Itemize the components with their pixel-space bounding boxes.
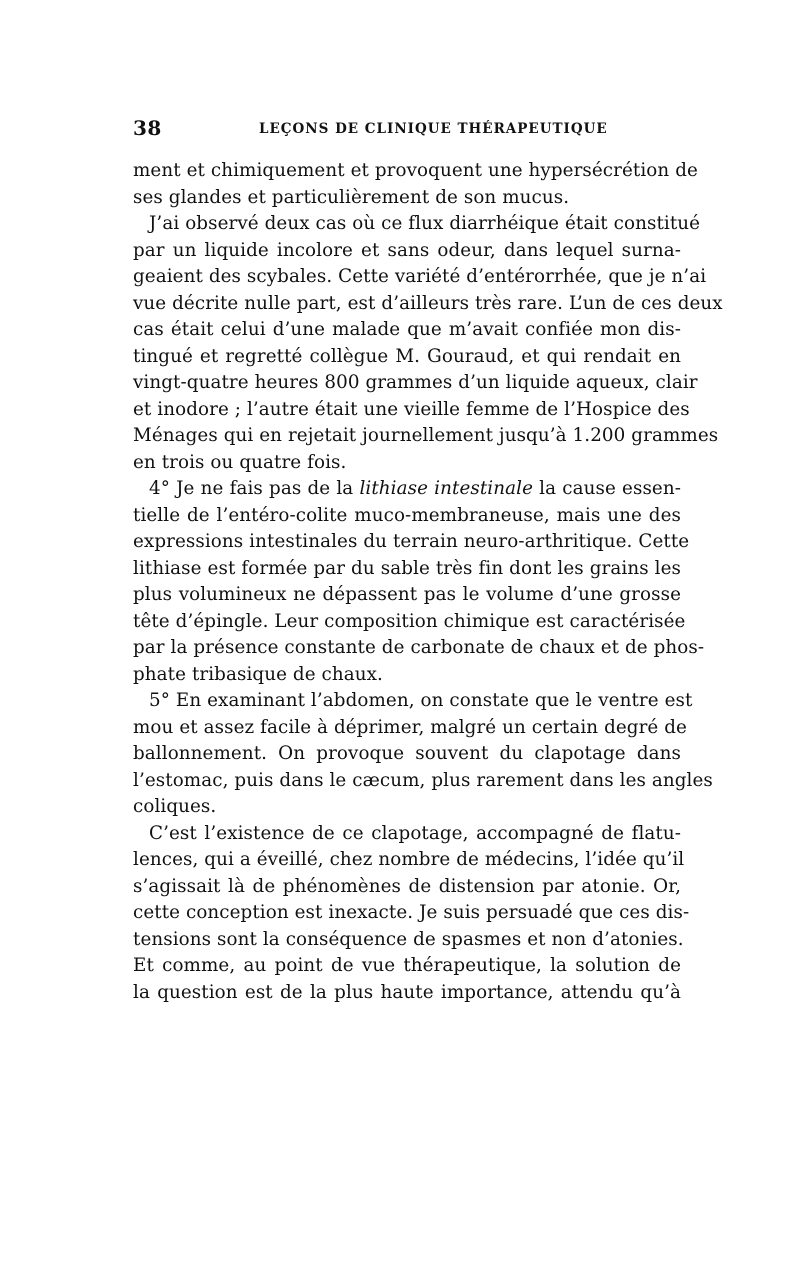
text-line: plus volumineux ne dépassent pas le volume d’une grosse [133, 584, 681, 605]
text-line: lences, qui a éveillé, chez nombre de médecins, l’idée qu’il [133, 849, 685, 870]
text-line: cas était celui d’une malade que m’avait confiée mon dis- [133, 319, 681, 340]
text-line: Et comme, au point de vue thérapeutique, la solution de [133, 955, 681, 976]
text-line: expressions intestinales du terrain neuro-arthritique. Cette [133, 531, 690, 552]
italic-term: lithiase intestinale [359, 478, 533, 499]
text-run: la cause essen- [539, 478, 681, 499]
page-number: 38 [133, 116, 162, 140]
body-text [133, 158, 723, 1006]
text-line: en trois ou quatre fois. [133, 451, 347, 473]
running-head [133, 116, 681, 142]
text-line: Ménages qui en rejetait journellement jusqu’à 1.200 grammes [133, 425, 719, 446]
text-line: vingt-quatre heures 800 grammes d’un liquide aqueux, clair [133, 372, 698, 393]
text-line: ses glandes et particulièrement de son mucus. [133, 186, 570, 208]
text-line: C’est l’existence de ce clapotage, accompagné de flatu- [149, 822, 681, 844]
text-line: l’estomac, puis dans le cæcum, plus rarement dans les angles [133, 769, 713, 791]
text-line: tensions sont la conséquence de spasmes et non d’atonies. [133, 928, 684, 950]
text-line: 5° En examinant l’abdomen, on constate que le ventre est [149, 690, 693, 711]
text-line: ballonnement. On provoque souvent du clapotage dans [133, 743, 681, 764]
text-line: J’ai observé deux cas où ce flux diarrhéique était constitué [149, 213, 701, 234]
text-line: lithiase est formée par du sable très fin dont les grains les [133, 557, 681, 579]
running-title: LEÇONS DE CLINIQUE THÉRAPEUTIQUE [259, 121, 608, 137]
text-line: par un liquide incolore et sans odeur, dans lequel surna- [133, 239, 681, 261]
text-line: vue décrite nulle part, est d’ailleurs très rare. L’un de ces deux [133, 292, 723, 314]
text-line: phate tribasique de chaux. [133, 663, 383, 685]
text-line: ment et chimiquement et provoquent une hypersécrétion de [133, 160, 698, 181]
text-line: cette conception est inexacte. Je suis persuadé que ces dis- [133, 902, 690, 923]
text-line: geaient des scybales. Cette variété d’entérorrhée, que je n’ai [133, 266, 707, 287]
text-line: tielle de l’entéro-colite muco-membraneuse, mais une des [133, 504, 681, 526]
text-line: et inodore ; l’autre était une vieille femme de l’Hospice des [133, 398, 690, 420]
text-line: tingué et regretté collègue M. Gouraud, et qui rendait en [133, 345, 681, 367]
text-line-mixed [133, 476, 681, 503]
text-line: la question est de la plus haute importance, attendu qu’à [133, 981, 681, 1003]
text-line: par la présence constante de carbonate de chaux et de phos- [133, 637, 705, 658]
text-line: coliques. [133, 796, 217, 817]
text-line: s’agissait là de phénomènes de distension par atonie. Or, [133, 875, 681, 897]
text-line: mou et assez facile à déprimer, malgré un certain degré de [133, 716, 687, 738]
text-run: 4° Je ne fais pas de la [149, 478, 354, 499]
text-line: tête d’épingle. Leur composition chimique est caractérisée [133, 610, 686, 632]
